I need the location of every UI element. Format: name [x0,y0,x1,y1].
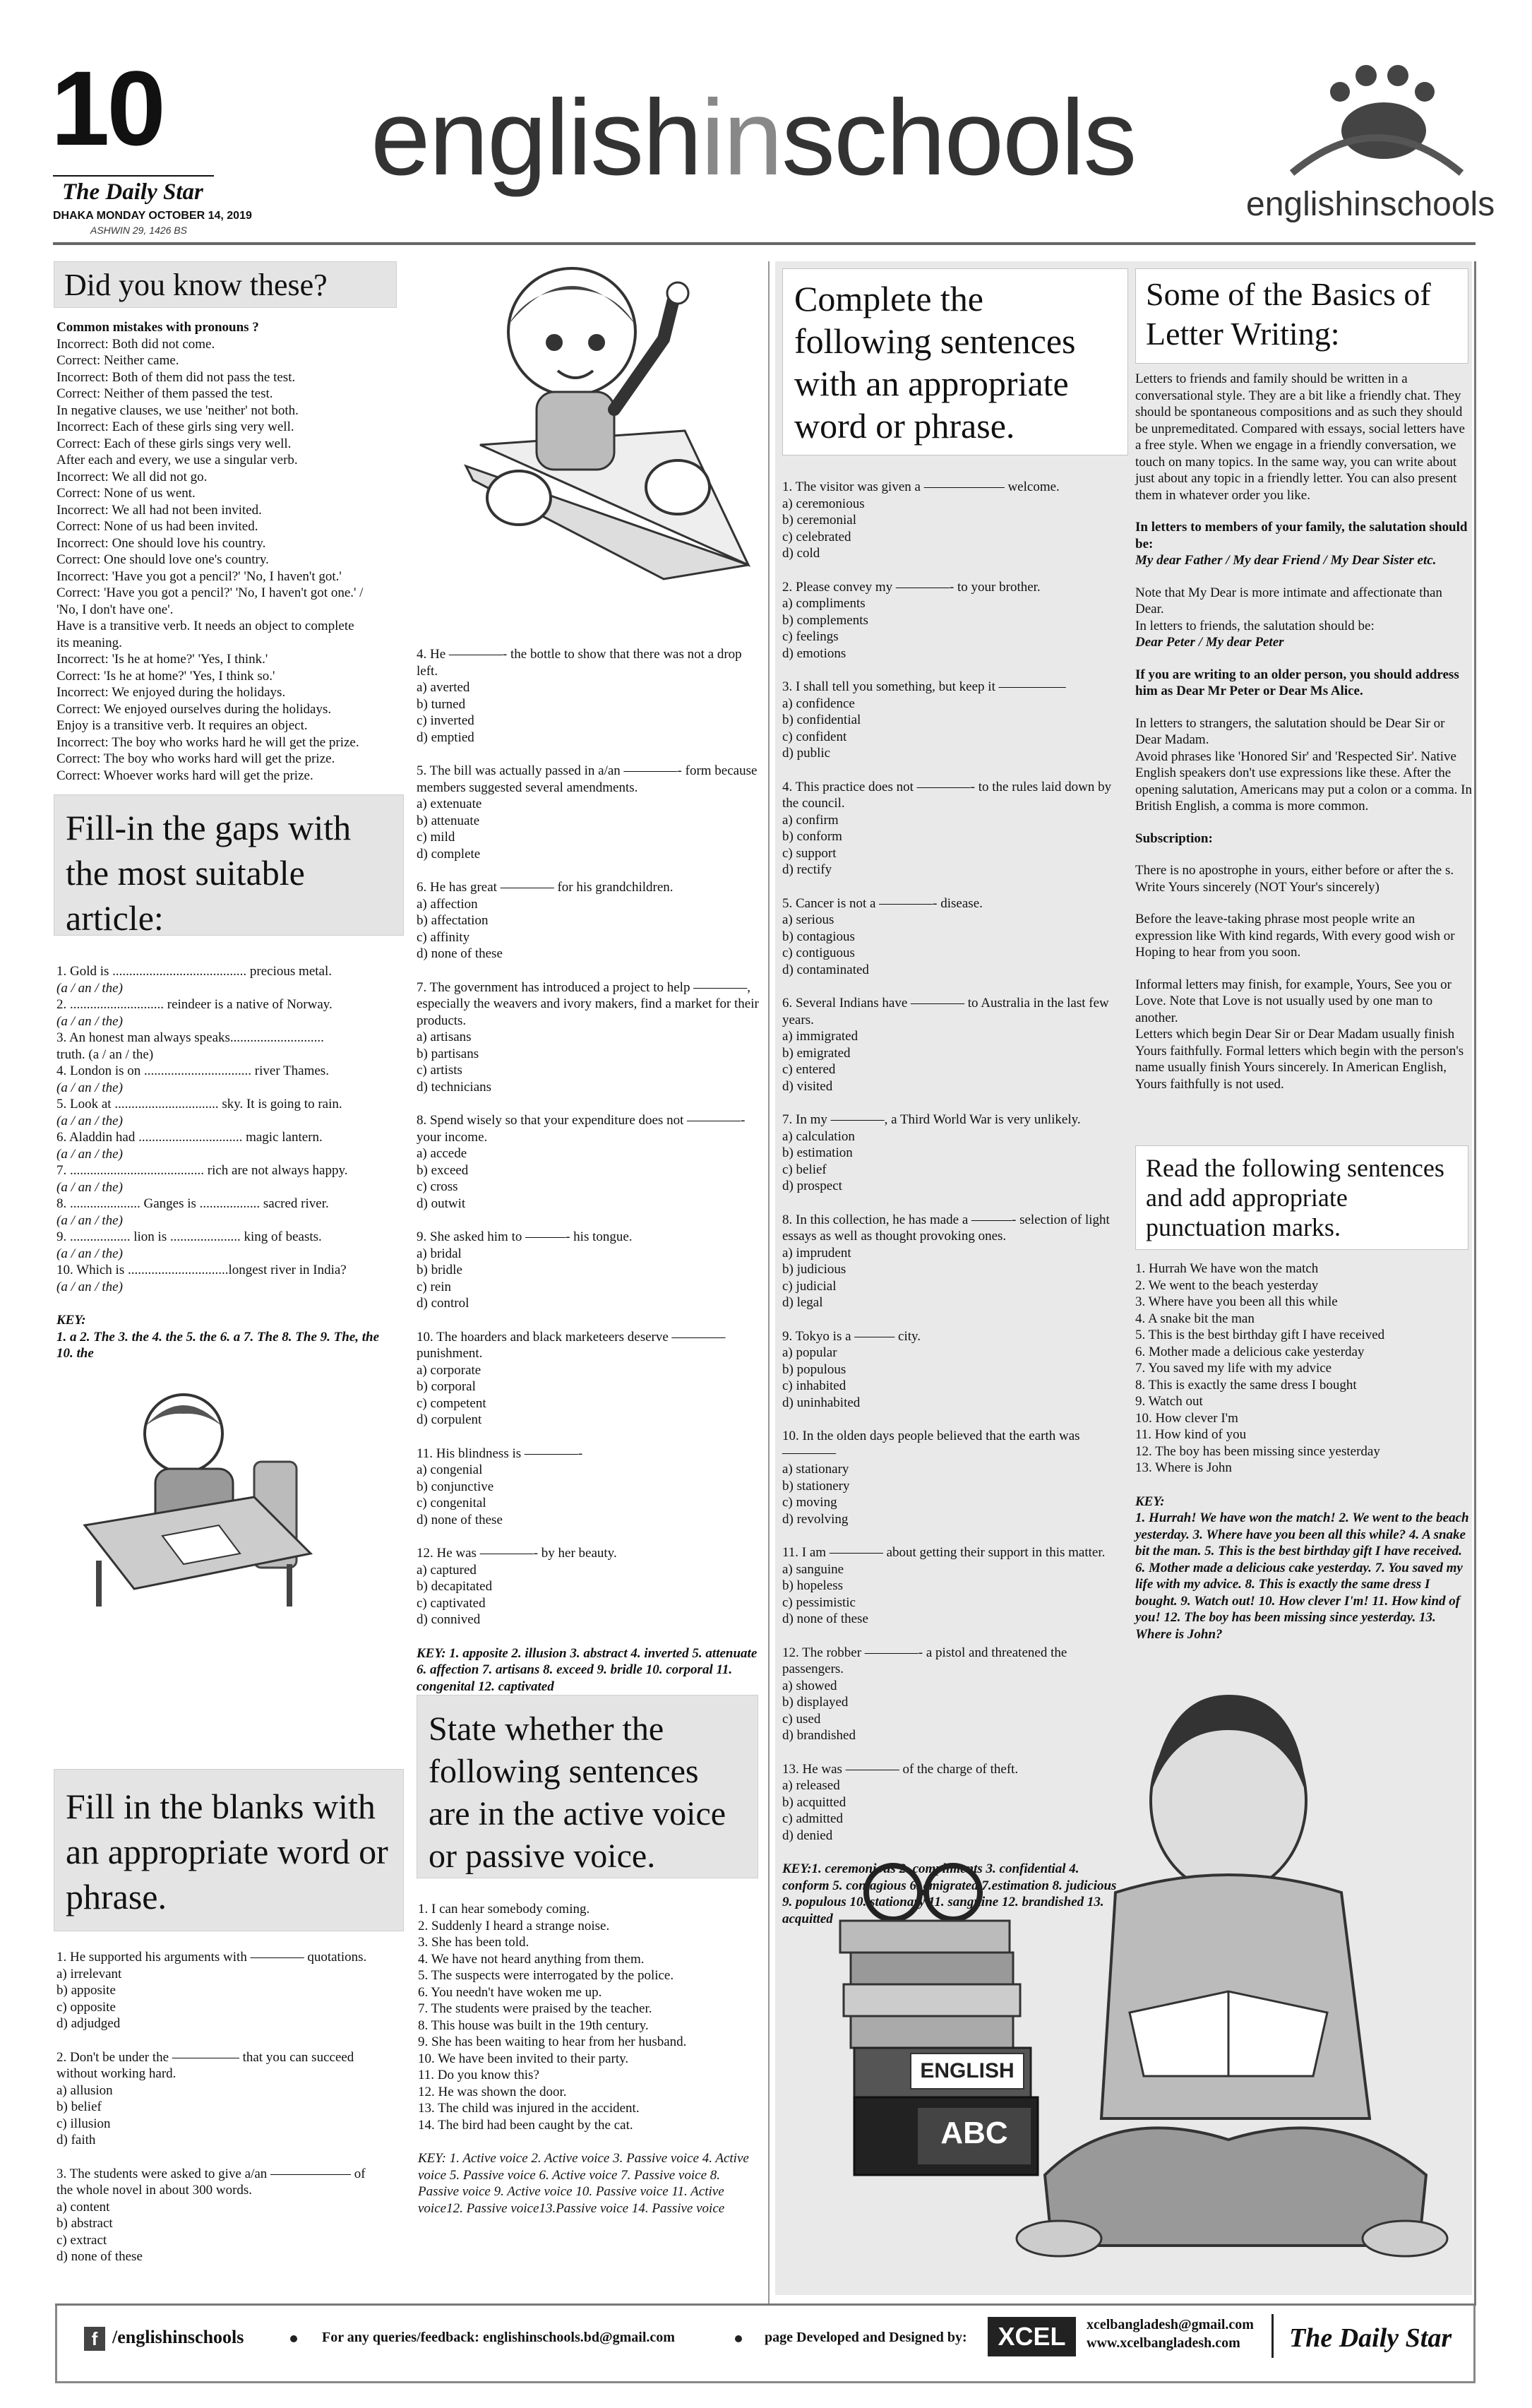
voice-heading: State whether the following sentences are in the active voice or passive voice. [417,1695,758,1878]
book-label-english: ENGLISH [920,2059,1015,2082]
facebook-icon: f [84,2327,105,2351]
logo-icon [1285,60,1468,187]
articles-body: 1. Gold is ........................................ precious metal. (a / an / the) 2. ............................ reindeer is a native of Norway. (a / an / the) 3. An honest man always speaks............................ truth. (a / an / the) 4. London is on ................................ river Thames. (a / an / the) 5. Look at ............................... sky. It is going to rain. (a / an / the) 6. Aladdin had ............................... magic lantern. (a / an / the) 7. ........................................ rich are not always happy. (a / an / the) 8. ..................... Ganges is .................. sacred river. (a / an / the) 9. .................. lion is ..................... king of beasts. (a / an / the) 10. Which is ..............................longest river in India? (a / an / the) KEY: 1. a 2. The 3. the 4. the 5. the 6. a 7. The 8. The 9. The, the 10. the [56,964,380,1361]
masthead [0,0,1532,240]
boy-writing-illustration [78,1384,360,1610]
footer [55,2306,1476,2383]
xcel-web[interactable]: www.xcelbangladesh.com [1087,2335,1240,2351]
boy-plane-illustration [452,254,762,586]
dateline: DHAKA MONDAY OCTOBER 14, 2019 [53,210,252,222]
logo-text: englishinschools [1246,186,1495,223]
fill-blanks-body-2: 4. He ————- the bottle to show that there was not a drop left. a) averted b) turned c) inverted d) emptied 5. The bill was actually passed in a/an ————- form because members suggested several amendments. a) extenuate b) attenuate c) mild d) complete 6. He has great ———— for his grandchildren. a) affection b) affectation c) affinity d) none of these 7. The government has introduced a project to help ————, especially the weavers and ivory makers, find a market for their products. a) artisans b) partisans c) artists d) technicians 8. Spend wisely so that your expenditure does not ————- your income. a) accede b) exceed c) cross d) outwit 9. She asked him to ———- his tongue. a) bridal b) bridle c) rein d) control 10. The hoarders and black marketeers deserve ———— punishment. a) corporate b) corporal c) competent d) corpulent 11. His blindness is ————- a) congenial b) conjunctive c) congenital d) none of these 12. He was ————- by her beauty. a) captured b) decapitated c) captivated d) connived KEY: 1. apposite 2. illusion 3. abstract 4. inverted 5. attenuate 6. affection 7. artisans 8. exceed 9. bridle 10. corporal 11. congenital 12. captivated [417,647,759,1694]
complete-body: 1. The visitor was given a —————— welcome. a) ceremonious b) ceremonial c) celebrated d) cold 2. Please convey my ————- to your brother. a) compliments b) complements c) feelings d) emotions 3. I shall tell you something, but keep it ————— a) confidence b) confidential c) confident d) public 4. This practice does not ————- to the rules laid down by the council. a) confirm b) conform c) support d) rectify 5. Cancer is not a ————- disease. a) serious b) contagious c) contiguous d) contaminated 6. Several Indians have ———— to Australia in the last few years. a) immigrated b) emigrated c) entered d) visited 7. In my ————, a Third World War is very unlikely. a) calculation b) estimation c) belief d) prospect 8. In this collection, he has made a ———- selection of light essays as well as thought provoking ones. a) imprudent b) judicious c) judicial d) legal 9. Tokyo is a ——— city. a) popular b) populous c) inhabited d) uninhabited 10. In the olden days people believed that the earth was ———— a) stationary b) stationery c) moving d) revolving 11. I am ———— about getting their support in this matter. a) sanguine b) hopeless c) pessimistic d) none of these 12. The robber ————- a pistol and threatened the passengers. a) showed b) displayed c) used d) brandished 13. He was ———— of the charge of theft. a) released b) acquitted c) admitted d) denied KEY:1. ceremonious 2. compliments 3. confidential 4. conform 5. contagious 6. emigrated 7.estimation 8. judicious 9. populous 10. stationary 11. sanguine 12. brandished 13. acquitted [782,479,1128,1927]
fill-blanks-heading: Fill in the blanks with an appropriate word or phrase. [54,1769,404,1931]
fill-blanks-key: KEY: 1. apposite 2. illusion 3. abstract 4. inverted 5. attenuate 6. affection 7. artisans 8. exceed 9. bridle 10. corporal 11. congenital 12. captivated [417,1645,758,1694]
fill-blanks-body-1: 1. He supported his arguments with ———— quotations. a) irrelevant b) apposite c) opposite d) adjudged 2. Don't be under the ————— that you can succeed without working hard. a) allusion b) belief c) illusion d) faith 3. The students were asked to give a/an —————— of the whole novel in about 300 words. a) content b) abstract c) extract d) none of these [56,1950,367,2264]
punctuation-body: 1. Hurrah We have won the match 2. We went to the beach yesterday 3. Where have you been all this while 4. A snake bit the man 5. This is the best birthday gift I have received 6. Mother made a delicious cake yesterday 7. You saved my life with my advice 8. This is exactly the same dress I bought 9. Watch out 10. How clever I'm 11. How kind of you 12. The boy has been missing since yesterday 13. Where is John KEY: 1. Hurrah! We have won the match! 2. We went to the beach yesterday. 3. Where have you been all this while? 4. A snake bit the man. 5. This is the best birthday gift I have received. 6. Mother made a delicious cake yesterday. 7. You saved my life with my advice. 8. This is exactly the same dress I bought. 9. Watch out! 10. How clever I'm! 11. How kind of you! 12. The boy has been missing since yesterday. 13. Where is John? [1135,1261,1469,1642]
punctuation-heading: Read the following sentences and add appropriate punctuation marks. [1135,1145,1468,1250]
letter-body: Letters to friends and family should be written in a conversational style. They are a bit like a friendly chat. They should be spontaneous compositions and as such they should be unpremeditated. Compared with essays, social letters have a free style. When we engage in a friendly conversation, we touch on many topics. In the same way, you can write about just about any topic in a friendly letter. You can also present them in whatever order you like. In letters to members of your family, the salutation should be: My dear Father / My dear Friend / My Dear Sister etc. Note that My Dear is more intimate and affectionate than Dear. In letters to friends, the salutation should be: Dear Peter / My dear Peter If you are writing to an older person, you should address him as Dear Mr Peter or Dear Ms Alice. In letters to strangers, the salutation should be Dear Sir or Dear Madam. Avoid phrases like 'Honored Sir' and 'Respected Sir'. Native English speakers don't use expressions like these. After the opening salutation, Americans may put a colon or a comma. In British English, a comma is more common. Subscription: There is no apostrophe in yours, either before or after the s. Write Yours sincerely (NOT Your's sincerely) Before the leave-taking phrase most people write an expression like With kind regards, With every good wish or Hoping to hear from you soon. Informal letters may finish, for example, Yours, See you or Love. Note that Love is not usually used by one man to another. Letters which begin Dear Sir or Dear Madam usually finish Yours faithfully. Formal letters which begin with the person's name usually finish Yours sincerely. In American English, Yours faithfully is not used. [1135,371,1472,1092]
book-label-abc: ABC [940,2116,1008,2150]
letter-heading: Some of the Basics of Letter Writing: [1135,268,1468,364]
reading-boy-illustration [833,1681,1468,2288]
articles-heading: Fill-in the gaps with the most suitable article: [54,794,404,936]
footer-paper-name: The Daily Star [1289,2323,1452,2353]
facebook-link[interactable]: /englishinschools [112,2327,244,2347]
page-title: englishinschools [371,78,1136,198]
did-you-know-heading: Did you know these? [54,261,397,308]
xcel-logo: XCEL [988,2317,1076,2356]
paper-name: The Daily Star [62,179,203,205]
complete-key: KEY:1. ceremonious 2. compliments 3. confidential 4. conform 5. contagious 6. emigrated 7.estimation 8. judicious 9. populous 10. stationary 11. sanguine 12. brandished 13. acquitted [782,1861,1117,1926]
bangla-date: ASHWIN 29, 1426 BS [90,225,187,236]
did-you-know-body: Common mistakes with pronouns ? Incorrect: Both did not come. Correct: Neither came. Incorrect: Both of them did not pass the test. Correct: Neither of them passed the test. In negative clauses, we use 'neither' not both. Incorrect: Each of these girls sing very well. Correct: Each of these girls sings very well. After each and every, we use a singular verb. Incorrect: We all did not go. Correct: None of us went. Incorrect: We all had not been invited. Correct: None of us had been invited. Incorrect: One should love his country. Correct: One should love one's country. Incorrect: 'Have you got a pencil?' 'No, I haven't got.' Correct: 'Have you got a pencil?' 'No, I haven't got one.' / 'No, I don't have one'. Have is a transitive verb. It needs an object to complete its meaning. Incorrect: 'Is he at home?' 'Yes, I think.' Correct: 'Is he at home?' 'Yes, I think so.' Incorrect: We enjoyed during the holidays. Correct: We enjoyed ourselves during the holidays. Enjoy is a transitive verb. It requires an object. Incorrect: The boy who works hard he will get the prize. Correct: The boy who works hard will get the prize. Correct: Whoever works hard will get the prize. [56,320,364,783]
voice-body: 1. I can hear somebody coming. 2. Suddenly I heard a strange noise. 3. She has been told. 4. We have not heard anything from them. 5. The suspects were interrogated by the police. 6. You needn't have woken me up. 7. The students were praised by the teacher. 8. This house was built in the 19th century. 9. She has been waiting to hear from her husband. 10. We have been invited to their party. 11. Do you know this? 12. He was shown the door. 13. The child was injured in the accident. 14. The bird had been caught by the cat. KEY: 1. Active voice 2. Active voice 3. Passive voice 4. Active voice 5. Passive voice 6. Active voice 7. Passive voice 8. Passive voice 9. Active voice 10. Passive voice 11. Active voice12. Passive voice13.Passive voice 14. Passive voice [418,1902,749,2216]
feedback-text[interactable]: For any queries/feedback: englishinschools.bd@gmail.com [322,2330,675,2345]
complete-heading: Complete the following sentences with an appropriate word or phrase. [782,268,1128,455]
designed-by: page Developed and Designed by: [765,2330,967,2345]
xcel-email[interactable]: xcelbangladesh@gmail.com [1087,2317,1254,2332]
page-number: 10 [51,49,163,167]
